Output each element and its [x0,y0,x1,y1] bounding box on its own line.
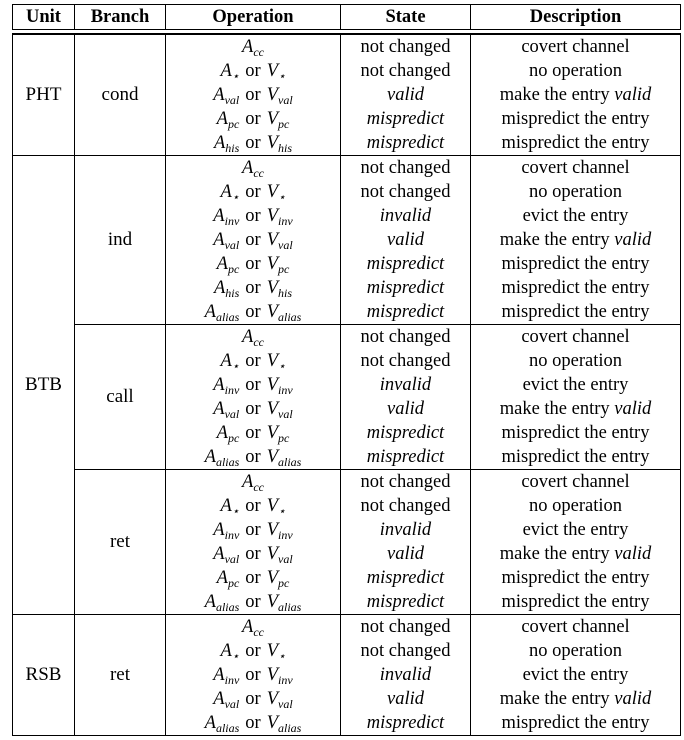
operation-symbol: $A_{val}$ [213,399,240,421]
table-body [12,33,681,736]
state-cell: valid [341,228,471,252]
or-word: or [245,278,261,298]
operation-cell [166,228,341,252]
or-word: or [245,230,261,250]
operation-cell [166,663,341,687]
or-word: or [245,520,261,540]
state-cell: not changed [341,494,471,518]
operation-symbol: $V_{inv}$ [266,206,293,228]
state-cell: mispredict [341,276,471,300]
description-cell: evict the entry [471,518,681,542]
operation-symbol: $V_{inv}$ [266,665,293,687]
operation-symbol: $V_{val}$ [266,544,293,566]
operation-cell [166,83,341,107]
table-row [13,325,681,350]
header-state: State [341,5,471,30]
branch-cell: ret [75,470,166,615]
state-cell: valid [341,397,471,421]
operation-cell [166,566,341,590]
state-cell: mispredict [341,711,471,736]
operation-symbol: $A_{inv}$ [213,665,240,687]
or-word: or [245,351,261,371]
description-cell: make the entry valid [471,397,681,421]
table-header [12,4,681,30]
description-cell: make the entry valid [471,83,681,107]
operation-symbol: $A_⋆$ [220,182,240,204]
operation-cell [166,542,341,566]
operation-cell [166,349,341,373]
operation-symbol: $A_{val}$ [213,85,240,107]
operation-symbol: $V_{his}$ [266,278,293,300]
operation-cell [166,131,341,156]
operation-symbol: $A_{inv}$ [213,375,240,397]
unit-cell: PHT [13,34,75,156]
description-cell: no operation [471,639,681,663]
operation-cell [166,590,341,615]
description-cell: covert channel [471,34,681,59]
operation-symbol: $A_{alias}$ [204,713,240,735]
unit-cell: RSB [13,615,75,736]
operation-symbol: $V_{alias}$ [266,447,302,469]
operation-symbol: $A_{cc}$ [242,37,264,59]
description-cell: covert channel [471,325,681,350]
operation-symbol: $A_{inv}$ [213,206,240,228]
operation-symbol: $A_{cc}$ [242,158,264,180]
state-cell: not changed [341,59,471,83]
or-word: or [245,423,261,443]
state-cell: mispredict [341,421,471,445]
state-cell: mispredict [341,252,471,276]
operation-cell [166,711,341,736]
operation-symbol: $A_{pc}$ [216,568,240,590]
operation-cell [166,373,341,397]
operation-symbol: $V_{inv}$ [266,520,293,542]
state-cell: not changed [341,470,471,495]
or-word: or [245,496,261,516]
branch-cell: ind [75,156,166,325]
operation-symbol: $A_{cc}$ [242,327,264,349]
description-cell: no operation [471,494,681,518]
or-word: or [245,641,261,661]
or-word: or [245,689,261,709]
state-cell: invalid [341,518,471,542]
state-cell: valid [341,542,471,566]
state-cell: not changed [341,156,471,181]
or-word: or [245,85,261,105]
operation-symbol: $V_{alias}$ [266,302,302,324]
operation-symbol: $A_{inv}$ [213,520,240,542]
state-cell: not changed [341,615,471,640]
or-word: or [245,302,261,322]
description-cell: mispredict the entry [471,445,681,470]
header-description: Description [471,5,681,30]
operation-cell [166,204,341,228]
description-cell: no operation [471,180,681,204]
or-word: or [245,713,261,733]
description-cell: mispredict the entry [471,131,681,156]
table-row [13,470,681,495]
operation-cell [166,518,341,542]
description-cell: mispredict the entry [471,252,681,276]
unit-cell: BTB [13,156,75,615]
operation-cell [166,252,341,276]
state-cell: not changed [341,180,471,204]
or-word: or [245,568,261,588]
operation-symbol: $A_{alias}$ [204,302,240,324]
operation-cell [166,156,341,181]
or-word: or [245,61,261,81]
operation-symbol: $V_⋆$ [266,61,286,83]
or-word: or [245,447,261,467]
operation-cell [166,687,341,711]
operation-cell [166,397,341,421]
operation-symbol: $A_⋆$ [220,61,240,83]
description-cell: make the entry valid [471,687,681,711]
description-cell: mispredict the entry [471,107,681,131]
operation-symbol: $A_{his}$ [213,133,240,155]
operation-symbol: $V_{val}$ [266,85,293,107]
operation-cell [166,59,341,83]
or-word: or [245,182,261,202]
or-word: or [245,544,261,564]
operation-symbol: $V_⋆$ [266,496,286,518]
operation-symbol: $A_{cc}$ [242,617,264,639]
operation-symbol: $A_{val}$ [213,544,240,566]
operation-cell [166,421,341,445]
operation-cell [166,325,341,350]
description-cell: evict the entry [471,204,681,228]
operation-cell [166,276,341,300]
state-cell: mispredict [341,131,471,156]
description-cell: mispredict the entry [471,711,681,736]
operation-symbol: $A_{val}$ [213,230,240,252]
operation-cell [166,107,341,131]
operation-symbol: $V_⋆$ [266,182,286,204]
header-operation: Operation [166,5,341,30]
description-cell: make the entry valid [471,228,681,252]
operation-cell [166,639,341,663]
operation-symbol: $A_{cc}$ [242,472,264,494]
operation-cell [166,470,341,495]
operation-symbol: $V_{val}$ [266,230,293,252]
operation-symbol: $A_⋆$ [220,351,240,373]
header-unit: Unit [13,5,75,30]
description-cell: mispredict the entry [471,590,681,615]
operation-symbol: $V_{val}$ [266,689,293,711]
operation-symbol: $V_⋆$ [266,641,286,663]
or-word: or [245,133,261,153]
description-cell: no operation [471,349,681,373]
operation-symbol: $A_{alias}$ [204,592,240,614]
table-row [13,34,681,59]
operation-cell [166,494,341,518]
operation-symbol: $A_{pc}$ [216,254,240,276]
description-cell: make the entry valid [471,542,681,566]
state-cell: not changed [341,349,471,373]
operation-cell [166,615,341,640]
operation-symbol: $V_{pc}$ [266,568,290,590]
description-cell: covert channel [471,470,681,495]
state-cell: not changed [341,34,471,59]
state-cell: not changed [341,325,471,350]
state-cell: invalid [341,663,471,687]
state-cell: mispredict [341,445,471,470]
description-cell: no operation [471,59,681,83]
state-cell: invalid [341,373,471,397]
operation-symbol: $V_⋆$ [266,351,286,373]
or-word: or [245,375,261,395]
operation-symbol: $A_⋆$ [220,641,240,663]
branch-cell: ret [75,615,166,736]
state-cell: valid [341,687,471,711]
operation-symbol: $V_{alias}$ [266,592,302,614]
state-cell: not changed [341,639,471,663]
operation-symbol: $V_{inv}$ [266,375,293,397]
branch-cell: cond [75,34,166,156]
table-row [13,615,681,640]
operation-symbol: $V_{val}$ [266,399,293,421]
operation-cell [166,445,341,470]
operation-symbol: $A_{pc}$ [216,423,240,445]
description-cell: mispredict the entry [471,421,681,445]
description-cell: mispredict the entry [471,300,681,325]
or-word: or [245,109,261,129]
branch-cell: call [75,325,166,470]
description-cell: mispredict the entry [471,566,681,590]
operation-symbol: $V_{pc}$ [266,423,290,445]
state-cell: mispredict [341,300,471,325]
state-cell: mispredict [341,107,471,131]
or-word: or [245,665,261,685]
or-word: or [245,399,261,419]
state-cell: mispredict [341,566,471,590]
description-cell: evict the entry [471,663,681,687]
state-cell: valid [341,83,471,107]
description-cell: mispredict the entry [471,276,681,300]
description-cell: evict the entry [471,373,681,397]
operation-symbol: $A_{pc}$ [216,109,240,131]
operation-cell [166,300,341,325]
operation-cell [166,180,341,204]
description-cell: covert channel [471,156,681,181]
operation-symbol: $A_{alias}$ [204,447,240,469]
state-cell: invalid [341,204,471,228]
operation-symbol: $V_{alias}$ [266,713,302,735]
or-word: or [245,592,261,612]
operation-symbol: $V_{his}$ [266,133,293,155]
table-row [13,156,681,181]
description-cell: covert channel [471,615,681,640]
operation-symbol: $V_{pc}$ [266,109,290,131]
operation-symbol: $A_{val}$ [213,689,240,711]
operation-symbol: $A_{his}$ [213,278,240,300]
state-cell: mispredict [341,590,471,615]
operation-symbol: $V_{pc}$ [266,254,290,276]
header-branch: Branch [75,5,166,30]
operation-symbol: $A_⋆$ [220,496,240,518]
operation-cell [166,34,341,59]
or-word: or [245,254,261,274]
or-word: or [245,206,261,226]
